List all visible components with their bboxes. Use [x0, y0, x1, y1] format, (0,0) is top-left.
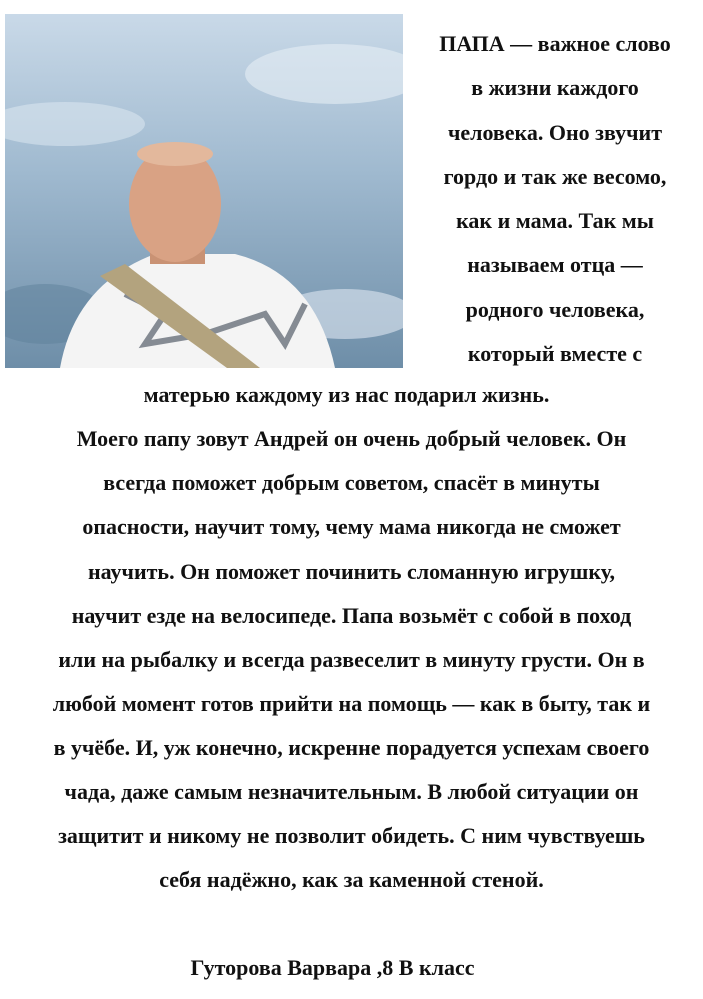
intro-line: гордо и так же весомо, [443, 163, 667, 189]
body-line [0, 470, 703, 496]
body-line-text: всегда поможет добрым советом, спасёт в минуты [103, 470, 600, 495]
body-line [0, 647, 703, 673]
body-line [0, 823, 703, 849]
body-line-text: или на рыбалку и всегда развеселит в минуту грусти. Он в [58, 647, 645, 672]
intro-line: называем отца — [467, 252, 643, 278]
intro-line: который вместе с [467, 341, 643, 367]
body-line-text: чада, даже самым незначительным. В любой ситуации он [64, 779, 639, 804]
body-line-text: научить. Он поможет починить сломанную игрушку, [87, 559, 616, 584]
body-line-text: Моего папу зовут Андрей он очень добрый человек. Он [76, 426, 627, 451]
body-line [0, 514, 703, 540]
signature [0, 955, 684, 981]
body-line-text: в учёбе. И, уж конечно, искренне порадуется успехам своего [53, 735, 650, 760]
body-line [0, 867, 703, 893]
body-line-text: матерью каждому из нас подарил жизнь. [143, 382, 550, 407]
intro-line: родного человека, [465, 296, 645, 322]
signature-text: Гуторова Варвара ,8 В класс [190, 955, 475, 980]
body-line-text: защитит и никому не позволит обидеть. С ним чувствуешь [58, 823, 645, 848]
intro-line: ПАПА — важное слово [439, 31, 671, 56]
body-line [0, 603, 703, 629]
body-line [0, 559, 703, 585]
body-line [0, 426, 703, 452]
father-photo [5, 14, 403, 368]
body-line-text: себя надёжно, как за каменной стеной. [159, 867, 544, 892]
body-line-text: любой момент готов прийти на помощь — как в быту, так и [52, 691, 651, 716]
body-line [0, 735, 703, 761]
body-line-text: научит езде на велосипеде. Папа возьмёт с собой в поход [71, 603, 632, 628]
intro-line: человека. Оно звучит [447, 119, 663, 145]
intro-line: как и мама. Так мы [456, 208, 654, 234]
intro-line: в жизни каждого [471, 75, 639, 101]
intro-paragraph [410, 22, 700, 376]
body-line [0, 691, 703, 717]
body-line [0, 779, 703, 805]
body-line-text: опасности, научит тому, чему мама никогда не сможет [82, 514, 621, 539]
body-line [0, 382, 703, 408]
